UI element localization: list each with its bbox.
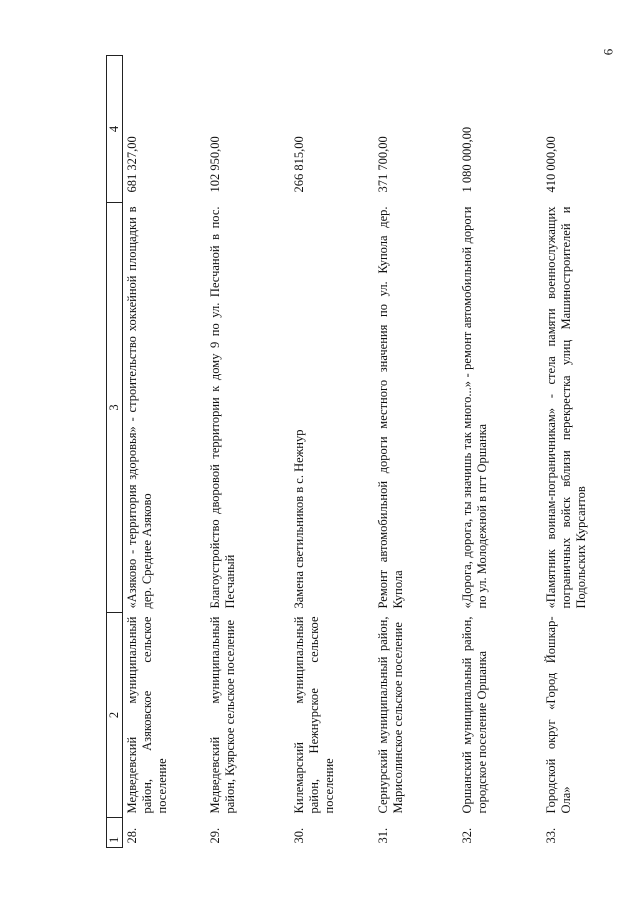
data-table xyxy=(106,55,626,848)
project-cell: «Памятник воинам-пограничникам» - стела памяти военнослужащих пограничных войск вблизи перекрестка улиц Машиностроителей и Подольских Курсантов xyxy=(544,206,589,609)
project-cell: Замена светильников в с. Нежнур xyxy=(292,429,307,609)
row-number: 33. xyxy=(544,827,559,844)
project-cell: Благоустройство дворовой территории к дому 9 по ул. Песчаной в пос. Песчаный xyxy=(208,206,238,609)
amount-cell: 102 950,00 xyxy=(208,136,223,193)
amount-cell: 266 815,00 xyxy=(292,136,307,193)
municipality-cell: Медведевский муниципальный район, Куярское сельское поселение xyxy=(208,616,238,814)
column-header-4: 4 xyxy=(107,56,123,203)
municipality-cell: Килемарский муниципальный район, Нежнурское сельское поселение xyxy=(292,616,337,814)
municipality-cell: Сернурский муниципальный район, Марисолинское сельское поселение xyxy=(376,616,406,814)
amount-cell: 410 000,00 xyxy=(544,136,559,193)
municipality-cell: Городской округ «Город Йошкар-Ола» xyxy=(544,616,574,814)
table-row xyxy=(542,56,626,848)
project-cell: Ремонт автомобильной дороги местного значения по ул. Купола дер. Купола xyxy=(376,206,406,609)
municipality-cell: Оршанский муниципальный район, городское поселение Оршанка xyxy=(460,616,490,814)
column-header-3: 3 xyxy=(107,203,123,613)
table-row xyxy=(458,56,542,848)
row-number: 31. xyxy=(376,827,391,844)
municipality-cell: Медведевский муниципальный район, Азяковское сельское поселение xyxy=(125,616,169,814)
project-cell: «Азяково - территория здоровья» - строительство хоккейной площадки в дер. Среднее Азяково xyxy=(125,206,154,609)
table-row xyxy=(290,56,374,848)
column-header-1: 1 xyxy=(107,818,123,848)
table-row xyxy=(374,56,458,848)
row-number: 32. xyxy=(460,827,475,844)
table-row xyxy=(123,56,207,848)
project-cell: «Дорога, дорога, ты значишь так много...» - ремонт автомобильной дороги по ул. Молодежной в пгт Оршанка xyxy=(460,206,490,609)
column-header-2: 2 xyxy=(107,613,123,818)
row-number: 30. xyxy=(292,827,307,844)
amount-cell: 371 700,00 xyxy=(376,136,391,193)
row-number: 29. xyxy=(208,827,223,844)
table-row xyxy=(206,56,290,848)
amount-cell: 1 080 000,00 xyxy=(460,126,475,193)
page-number: 6 xyxy=(600,48,616,56)
rotated-table-container xyxy=(106,56,626,848)
table-header-row xyxy=(107,56,123,848)
row-number: 28. xyxy=(125,827,139,844)
amount-cell: 681 327,00 xyxy=(125,136,139,193)
